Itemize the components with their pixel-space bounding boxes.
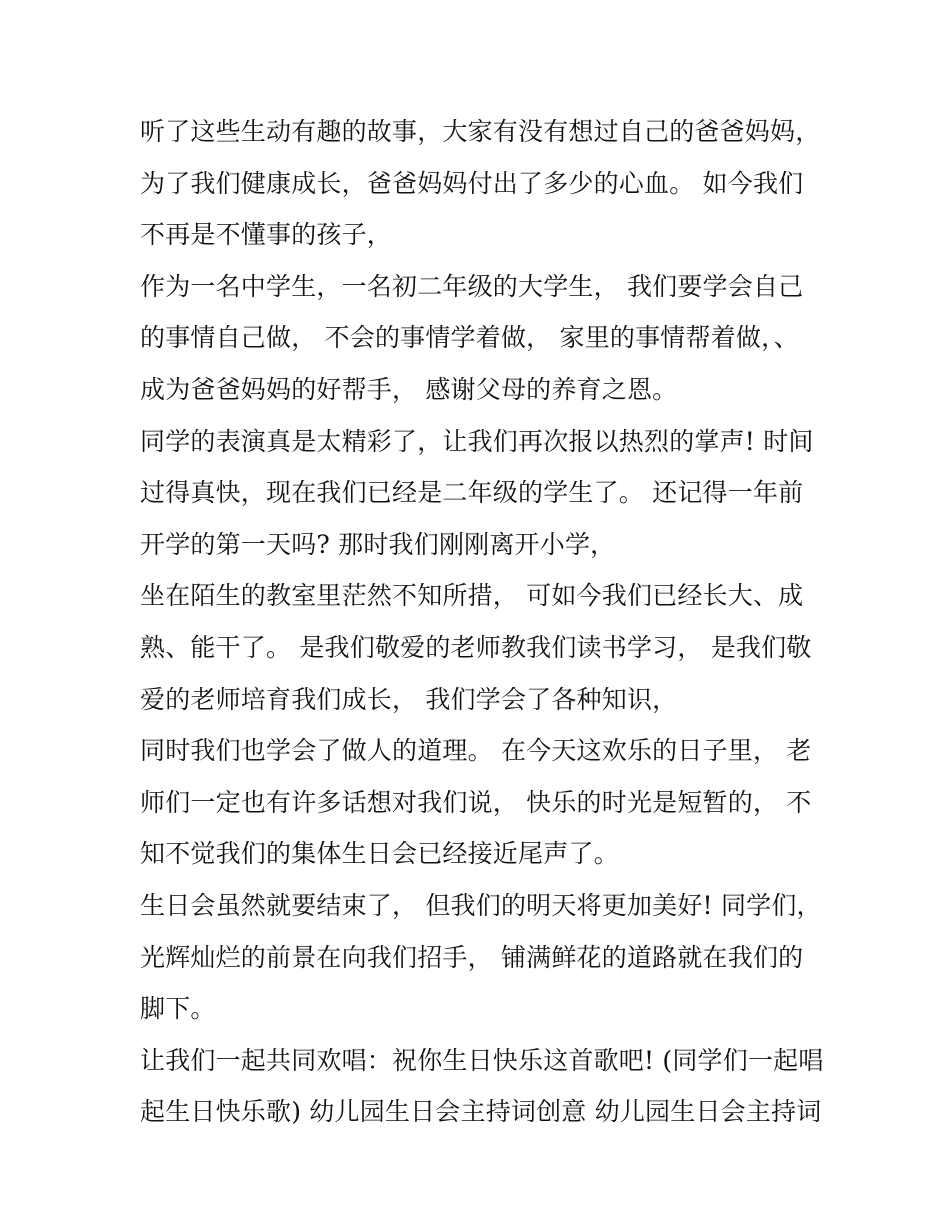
text-line: 作为一名中学生，一名初二年级的大学生， 我们要学会自己 xyxy=(140,271,804,301)
text-line: 同时我们也学会了做人的道理。 在今天这欢乐的日子里， 老 xyxy=(140,736,812,766)
document-body xyxy=(140,106,830,1138)
text-line: 脚下。 xyxy=(140,994,216,1024)
text-line: 的事情自己做， 不会的事情学着做， 家里的事情帮着做，、 xyxy=(140,323,799,353)
text-line: 成为爸爸妈妈的好帮手， 感谢父母的养育之恩。 xyxy=(140,374,678,404)
text-line: 听了这些生动有趣的故事，大家有没有想过自己的爸爸妈妈， xyxy=(140,117,821,146)
text-line: 熟、能干了。 是我们敬爱的老师教我们读书学习， 是我们敬 xyxy=(140,632,812,662)
text-line: 过得真快，现在我们已经是二年级的学生了。 还记得一年前 xyxy=(140,478,804,508)
text-line: 起生日快乐歌) 幼儿园生日会主持词创意 幼儿园生日会主持词 xyxy=(140,1097,822,1127)
text-line: 坐在陌生的教室里茫然不知所措， 可如今我们已经长大、成 xyxy=(140,581,804,611)
text-line: 知不觉我们的集体生日会已经接近尾声了。 xyxy=(140,839,619,869)
text-line: 同学的表演真是太精彩了，让我们再次报以热烈的掌声! 时间 xyxy=(140,426,814,456)
text-line: 光辉灿烂的前景在向我们招手， 铺满鲜花的道路就在我们的 xyxy=(140,942,804,972)
text-line: 师们一定也有许多话想对我们说， 快乐的时光是短暂的， 不 xyxy=(140,787,812,817)
text-line: 爱的老师培育我们成长， 我们学会了各种知识， xyxy=(140,684,678,714)
text-line: 开学的第一天吗? 那时我们刚刚离开小学， xyxy=(140,529,616,559)
text-line: 不再是不懂事的孩子， xyxy=(140,220,393,250)
text-line: 生日会虽然就要结束了， 但我们的明天将更加美好! 同学们， xyxy=(140,890,822,920)
text-line: 为了我们健康成长，爸爸妈妈付出了多少的心血。 如今我们 xyxy=(140,168,804,198)
text-line: 让我们一起共同欢唱：祝你生日快乐这首歌吧! (同学们一起唱 xyxy=(140,1045,824,1075)
